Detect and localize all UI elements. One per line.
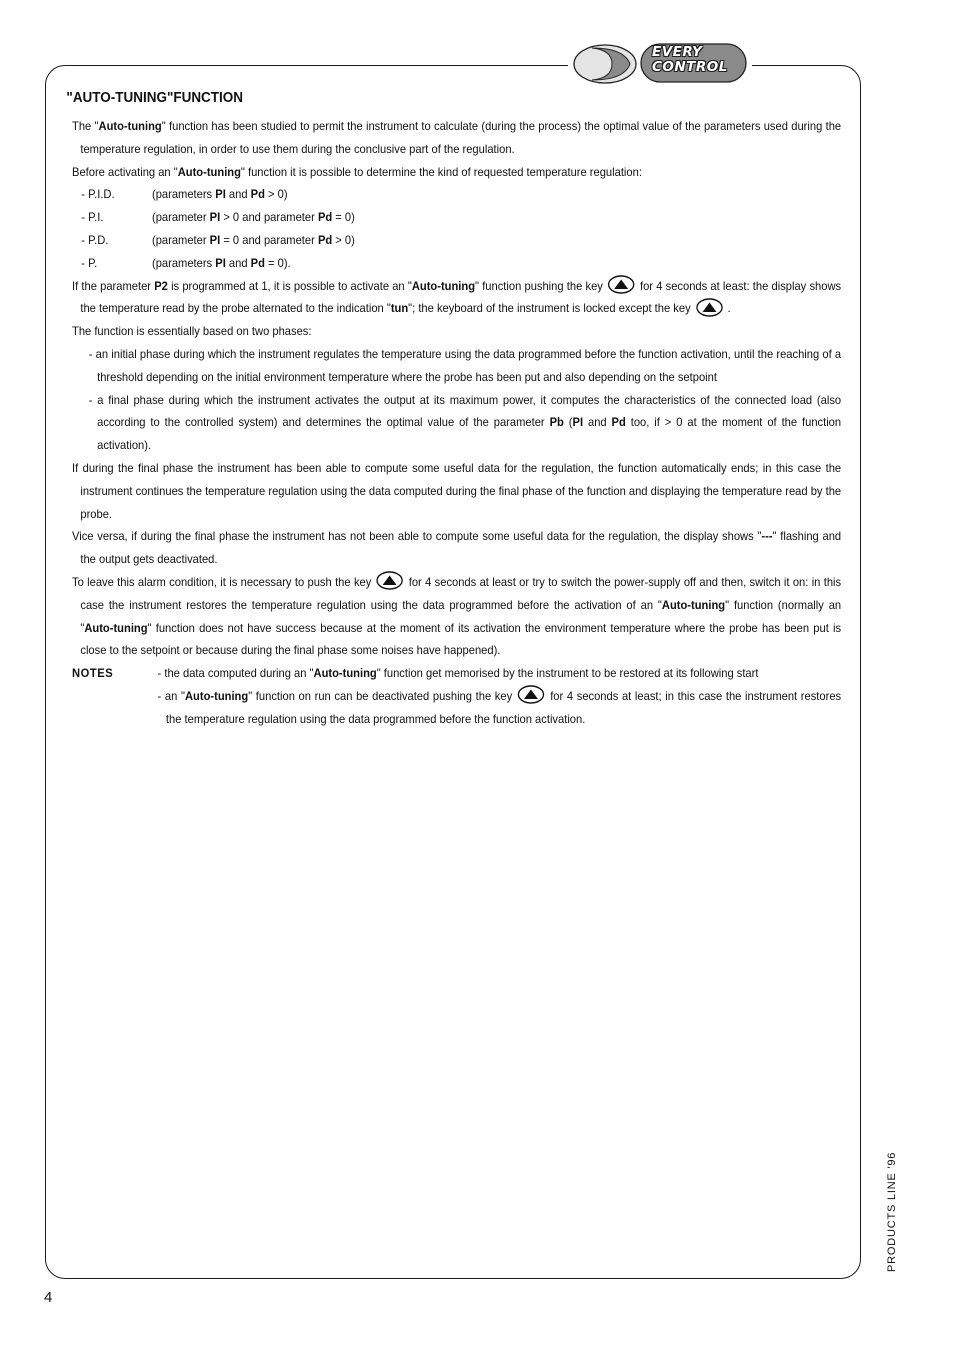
list-item: - P.I. (parameter PI > 0 and parameter Pd = 0) (81, 210, 355, 225)
side-caption: PRODUCTS LINE '96 (886, 1151, 898, 1272)
paragraph-leave-alarm: To leave this alarm condition, it is necessary to push the key for 4 seconds at least or try to switch the power-supply off and then, switch it on: in this case the instrument restores the temperature regulation using the data programmed before the activation of an "Auto-tuning" function (normally an "Auto-tuning" function does not have success because at the moment of its activation the environment temperature where the probe has been put is close to the setpoint or because during the final phase some noises have happened). (72, 571, 841, 662)
up-arrow-key-icon (377, 571, 404, 590)
paragraph-success: If during the final phase the instrument has been able to compute some useful data for the regulation, the function automatically ends; in this case the instrument continues the temperature regulation using the data computed during the final phase of the function and displaying the temperature read by the probe. (72, 460, 842, 521)
up-arrow-key-icon (608, 275, 635, 294)
list-item: - P.D. (parameter PI = 0 and parameter Pd > 0) (81, 232, 355, 247)
phase-final: - a final phase during which the instrument activates the output at its maximum power, it computes the characteristics of the connected load (also according to the controlled system) and determines the optimal value of the parameter Pb (PI and Pd too, if > 0 at the moment of the function activation). (88, 392, 842, 453)
notes-section (72, 662, 841, 730)
logo-line-control: CONTROL (652, 59, 728, 75)
list-item: - P.I.D. (parameters PI and Pd > 0) (81, 187, 288, 202)
regulation-modes-list (72, 183, 841, 274)
paragraph-activation: If the parameter P2 is programmed at 1, it is possible to activate an "Auto-tuning" function pushing the key for 4 seconds at least: the display shows the temperature read by the probe alternated to the indication "tun"; the keyboard of the instrument is locked except the key . (72, 275, 841, 321)
logo-line-every: EVERY (652, 44, 703, 60)
up-arrow-key-icon (518, 685, 545, 704)
page-number: 4 (44, 1289, 53, 1306)
note-item: - the data computed during an "Auto-tuning" function get memorised by the instrument to be restored at its following start (157, 666, 759, 681)
paragraph-before-activating: Before activating an "Auto-tuning" function it is possible to determine the kind of requested temperature regulation: (72, 164, 642, 179)
section-title: "AUTO-TUNING"FUNCTION (66, 90, 244, 106)
notes-label: NOTES (72, 666, 114, 681)
note-item: - an "Auto-tuning" function on run can be deactivated pushing the key for 4 seconds at least; in this case the instrument restores the temperature regulation using the data programmed before the function activation. (158, 685, 842, 731)
phase-initial: - an initial phase during which the instrument regulates the temperature using the data programmed before the function activation, until the reaching of a threshold depending on the initial environment temperature where the probe has been put and also depending on the setpoint (88, 346, 842, 384)
paragraph-failure: Vice versa, if during the final phase the instrument has not been able to compute some useful data for the regulation, the display shows "---" flashing and the output gets deactivated. (72, 529, 842, 567)
up-arrow-key-icon (696, 298, 723, 317)
paragraph-phases: The function is essentially based on two phases: (72, 324, 312, 339)
logo-text (652, 45, 744, 75)
paragraph-intro: The "Auto-tuning" function has been studied to permit the instrument to calculate (during the process) the optimal value of the parameters used during the temperature regulation, in order to use them during the conclusive part of the regulation. (72, 119, 842, 156)
list-item: - P. (parameters PI and Pd = 0). (81, 255, 291, 270)
document-body (66, 87, 842, 731)
